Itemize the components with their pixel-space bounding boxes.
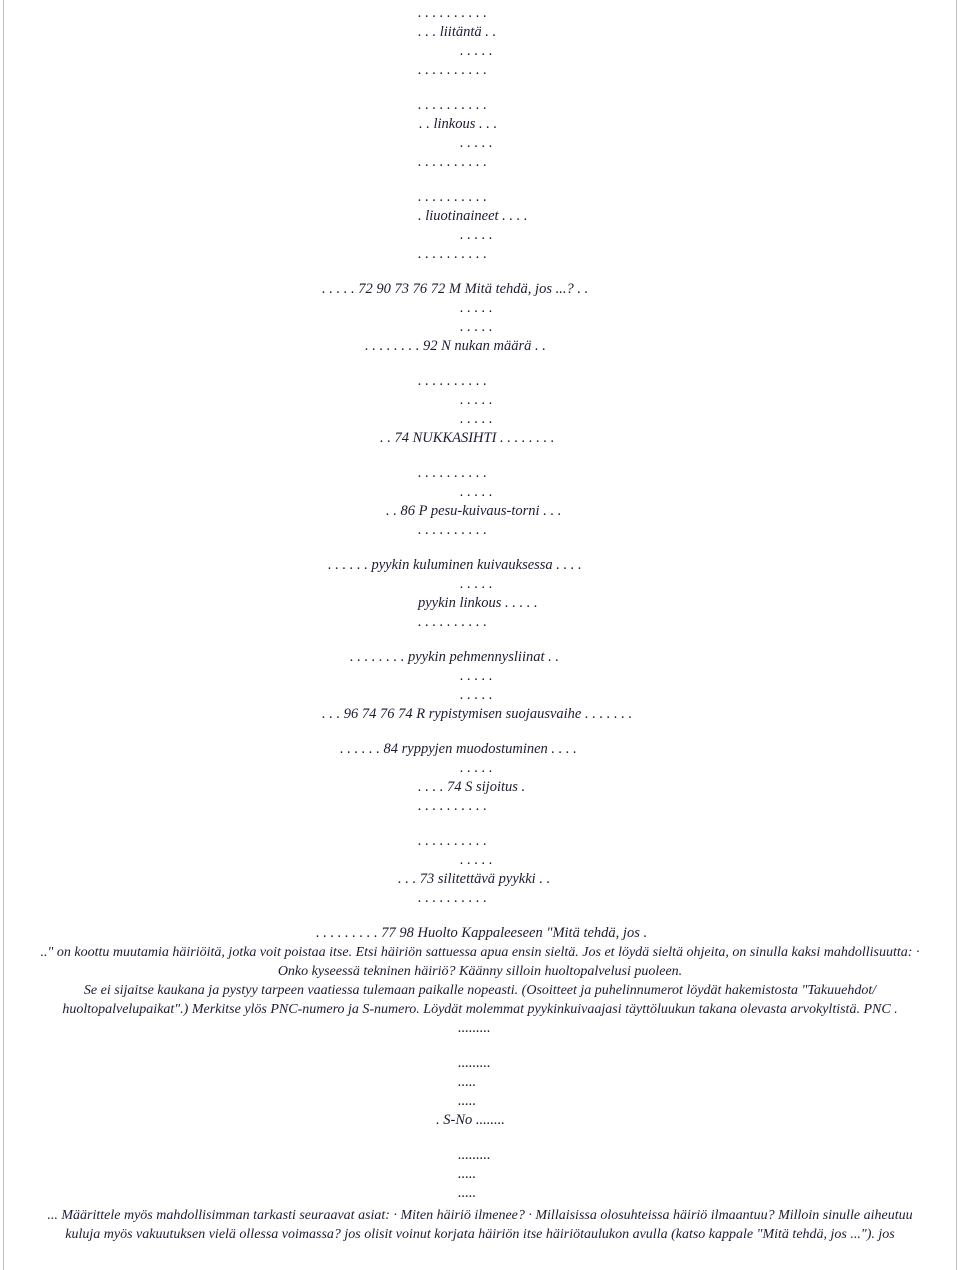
index-entry: . . . . . . . . . . bbox=[418, 154, 487, 170]
index-entry: . . . . . . . . . . bbox=[418, 246, 487, 262]
index-entry: . . . . . . . . . . bbox=[418, 189, 487, 205]
spacer bbox=[20, 264, 940, 280]
document-body bbox=[20, 4, 940, 1244]
index-entry: . . . . . . . . . . bbox=[418, 798, 487, 814]
intro-line-1: .." on koottu muutamia häiriöitä, jotka voit poistaa itse. Etsi häiriön sattuessa apua ensin sieltä. Jos et löydä sieltä ohjeita, on sinulla kaksi mahdollisuutta: · bbox=[40, 945, 920, 960]
page-border-left bbox=[3, 0, 4, 1270]
closing-paragraph bbox=[20, 1206, 940, 1244]
index-entry: . . . . . . . . 92 N nukan määrä . . bbox=[365, 338, 546, 354]
index-entry: . . . . . . . . . . bbox=[418, 5, 487, 21]
index-entry: . . . . . . 84 ryppyjen muodostuminen . . . . bbox=[340, 741, 577, 757]
index-entry: . . . . . bbox=[460, 484, 493, 500]
index-entry: . . . . . bbox=[460, 43, 493, 59]
index-entry: . . . . . bbox=[460, 319, 493, 335]
index-entry: . . . . . . . . . . bbox=[418, 890, 487, 906]
index-entry: . . . . . . . . . . bbox=[418, 62, 487, 78]
form-field-line: ..... bbox=[458, 1093, 477, 1109]
spacer bbox=[20, 356, 940, 372]
number-fields bbox=[20, 1019, 940, 1203]
form-field-line: ..... bbox=[458, 1166, 477, 1182]
closing-line-2: kuluja myös vakuutuksen vielä ollessa voimassa? jos olisit voinut korjata häiriön itse häiriötaulukon avulla (katso kappale "Mitä tehdä, jos ..."). jos bbox=[65, 1227, 895, 1242]
spacer bbox=[20, 908, 940, 924]
index-entry: . liuotinaineet . . . . bbox=[418, 208, 528, 224]
index-entry: . . . . . bbox=[460, 411, 493, 427]
spacer bbox=[20, 632, 940, 648]
index-entry: . . . . . . . . . . bbox=[418, 614, 487, 630]
index-entry: . . . . . bbox=[460, 135, 493, 151]
index-entry: . . 74 NUKKASIHTI . . . . . . . . bbox=[380, 430, 555, 446]
index-entry: . . . 73 silitettävä pyykki . . bbox=[398, 871, 551, 887]
spacer bbox=[20, 448, 940, 464]
intro-line-3: Se ei sijaitse kaukana ja pystyy tarpeen vaatiessa tulemaan paikalle nopeasti. (Osoitteet ja puhelinnumerot löydät hakemistosta "Takuuehdot/ bbox=[83, 983, 877, 998]
spacer bbox=[20, 816, 940, 832]
index-entry: . . 86 P pesu-kuivaus-torni . . . bbox=[386, 503, 562, 519]
index-entry: . . . . . . . . . . bbox=[418, 465, 487, 481]
index-entry: . . . . . . . . pyykin pehmennysliinat . . bbox=[350, 649, 559, 665]
index-entry: . . . . . . pyykin kuluminen kuivauksessa . . . . bbox=[328, 557, 582, 573]
index-entry: . . . . . . . . . 77 98 Huolto Kappaleeseen "Mitä tehdä, jos . bbox=[316, 925, 648, 941]
spacer bbox=[20, 1130, 940, 1146]
index-entry: . . . liitäntä . . bbox=[418, 24, 497, 40]
index-entry: . . . . . bbox=[460, 852, 493, 868]
index-entry: . . . 96 74 76 74 R rypistymisen suojausvaihe . . . . . . . bbox=[322, 706, 633, 722]
form-field-line: ..... bbox=[458, 1185, 477, 1201]
closing-line-1: ... Määrittele myös mahdollisimman tarkasti seuraavat asiat: · Miten häiriö ilmenee? · Millaisissa olosuhteissa häiriö ilmaantuu? Milloin sinulle aiheutuu bbox=[47, 1208, 913, 1223]
index-entry: . . . . . . . . . . bbox=[418, 522, 487, 538]
spacer bbox=[20, 540, 940, 556]
index-entry: . . . . . bbox=[460, 668, 493, 684]
spacer bbox=[20, 172, 940, 188]
index-entry: . . linkous . . . bbox=[419, 116, 498, 132]
spacer bbox=[20, 724, 940, 740]
intro-paragraph bbox=[20, 943, 940, 1019]
index-entry: . . . . . bbox=[460, 687, 493, 703]
spacer bbox=[20, 80, 940, 96]
index-entry: . . . . . bbox=[460, 227, 493, 243]
index-entry: . . . . . bbox=[460, 760, 493, 776]
index-entry: . . . . . bbox=[460, 300, 493, 316]
index-entry: . . . . . . . . . . bbox=[418, 373, 487, 389]
form-field-line: ......... bbox=[458, 1020, 491, 1036]
index-entry: . . . . . bbox=[460, 576, 493, 592]
intro-line-2: Onko kyseessä tekninen häiriö? Käänny silloin huoltopalvelusi puoleen. bbox=[277, 964, 683, 979]
index-entry: . . . . . bbox=[460, 392, 493, 408]
index-entry: pyykin linkous . . . . . bbox=[418, 595, 538, 611]
index-entry: . . . . 74 S sijoitus . bbox=[418, 779, 526, 795]
page-border-right bbox=[956, 0, 957, 1270]
form-field-line: ......... bbox=[458, 1147, 491, 1163]
index-list bbox=[20, 4, 940, 943]
spacer bbox=[20, 1038, 940, 1054]
form-field-line: ..... bbox=[458, 1074, 477, 1090]
index-entry: . . . . . . . . . . bbox=[418, 833, 487, 849]
intro-line-4: huoltopalvelupaikat".) Merkitse ylös PNC-numero ja S-numero. Löydät molemmat pyykinkuivaajasi täyttöluukun takana olevasta arvokyltistä. PNC . bbox=[62, 1002, 898, 1017]
form-field-line: . S-No ........ bbox=[436, 1112, 505, 1128]
form-field-line: ......... bbox=[458, 1055, 491, 1071]
index-entry: . . . . . . . . . . bbox=[418, 97, 487, 113]
index-entry: . . . . . 72 90 73 76 72 M Mitä tehdä, jos ...? . . bbox=[322, 281, 589, 297]
